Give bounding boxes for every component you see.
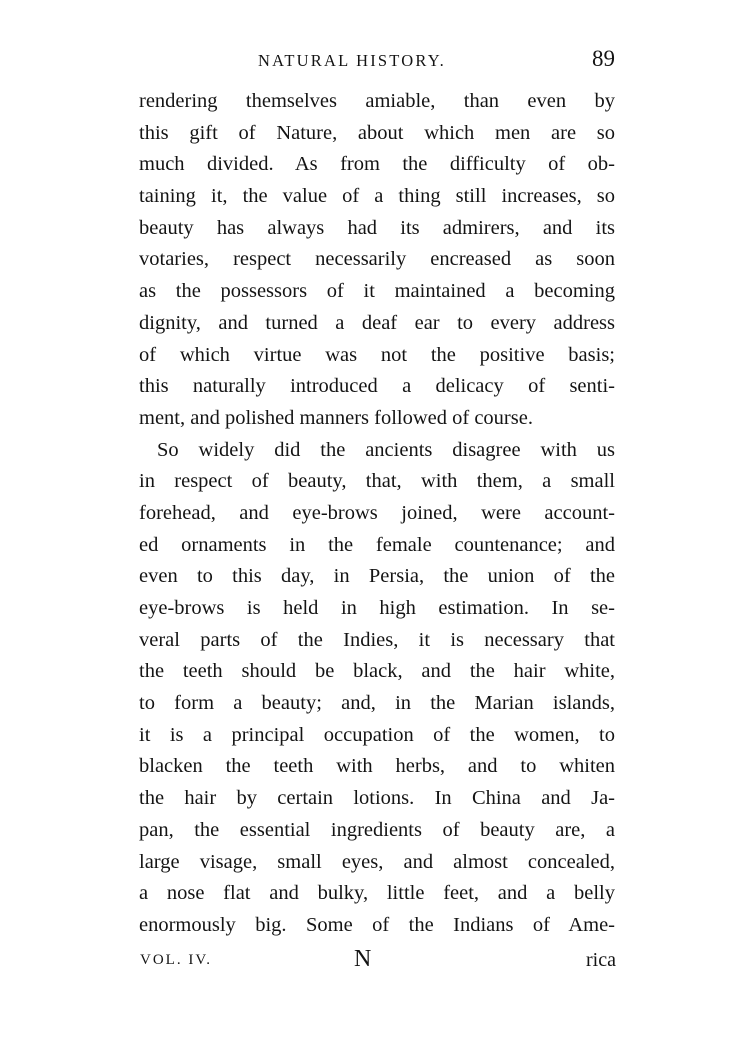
page-number: 89	[592, 46, 615, 71]
text-line: votaries, respect necessarily encreased as soon	[139, 248, 615, 271]
text-line: rendering themselves amiable, than even by	[139, 90, 615, 112]
text-line: of which virtue was not the positive basis;	[139, 343, 615, 366]
text-line: even to this day, in Persia, the union of the	[139, 565, 615, 588]
catchword: rica	[586, 949, 616, 971]
text-line: this naturally introduced a delicacy of senti-	[139, 375, 615, 398]
page-header	[140, 48, 615, 78]
text-line: dignity, and turned a deaf ear to every address	[139, 311, 615, 334]
text-line: it is a principal occupation of the women, to	[139, 723, 615, 746]
text-line: veral parts of the Indies, it is necessary that	[139, 628, 615, 651]
text-line: eye-brows is held in high estimation. In se-	[139, 597, 615, 619]
text-line: pan, the essential ingredients of beauty are, a	[139, 818, 615, 841]
text-line: much divided. As from the difficulty of ob-	[139, 153, 615, 176]
page-footer	[140, 946, 616, 980]
text-line: taining it, the value of a thing still increases, so	[139, 185, 615, 208]
text-line: large visage, small eyes, and almost concealed,	[139, 850, 615, 873]
text-line: the teeth should be black, and the hair white,	[139, 660, 615, 683]
text-line: beauty has always had its admirers, and its	[139, 216, 615, 239]
text-line: as the possessors of it maintained a becoming	[139, 280, 615, 303]
text-line-paragraph-end: ment, and polished manners followed of course.	[139, 406, 533, 429]
text-line-paragraph-start: So widely did the ancients disagree with us	[157, 438, 615, 461]
text-line: enormously big. Some of the Indians of Ame-	[139, 913, 615, 936]
text-line: the hair by certain lotions. In China and Ja-	[139, 787, 615, 810]
text-line: ed ornaments in the female countenance; and	[139, 533, 615, 556]
text-line: blacken the teeth with herbs, and to whiten	[139, 755, 615, 778]
body-text	[139, 86, 615, 942]
text-line: this gift of Nature, about which men are so	[139, 121, 615, 144]
text-line: a nose flat and bulky, little feet, and a belly	[139, 882, 615, 905]
signature-mark: N	[354, 946, 372, 972]
text-line: forehead, and eye-brows joined, were account-	[139, 501, 615, 524]
running-head: NATURAL HISTORY.	[258, 51, 447, 70]
text-line: in respect of beauty, that, with them, a small	[139, 470, 615, 493]
text-line: to form a beauty; and, in the Marian islands,	[139, 692, 615, 715]
volume-signature: VOL. IV.	[140, 952, 212, 968]
